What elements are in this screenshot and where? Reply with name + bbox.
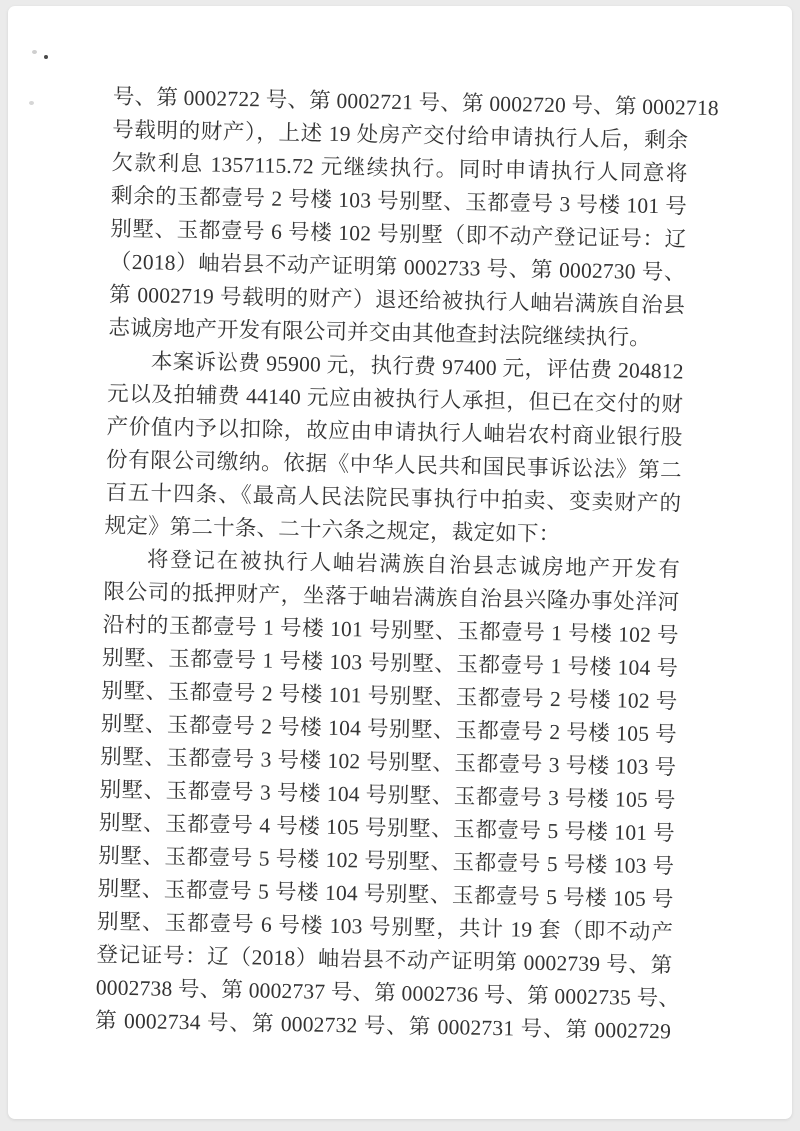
text-line: 别墅、玉都壹号 3 号楼 104 号别墅、玉都壹号 3 号楼 105 号: [99, 777, 676, 813]
scan-speck: [44, 55, 48, 59]
text-line: 别墅、玉都壹号 6 号楼 103 号别墅，共计 19 套（即不动产: [96, 909, 674, 945]
text-line: 0002738 号、第 0002737 号、第 0002736 号、第 0002735 号、: [95, 975, 681, 1011]
text-line: 别墅、玉都壹号 5 号楼 102 号别墅、玉都壹号 5 号楼 103 号: [98, 843, 675, 879]
text-line: 别墅、玉都壹号 6 号楼 102 号别墅（即不动产登记证号：辽: [110, 216, 687, 252]
text-line: 号载明的财产），上述 19 处房产交付给申请执行人后，剩余: [112, 117, 689, 153]
document-page: [8, 6, 792, 1119]
text-line: 份有限公司缴纳。依据《中华人民共和国民事诉讼法》第二: [105, 447, 683, 483]
text-line: 将登记在被执行人岫岩满族自治县志诚房地产开发有: [146, 547, 681, 582]
text-line: 志诚房地产开发有限公司并交由其他查封法院继续执行。: [108, 315, 652, 350]
text-line: 别墅、玉都壹号 1 号楼 103 号别墅、玉都壹号 1 号楼 104 号: [101, 645, 679, 681]
text-line: 本案诉讼费 95900 元，执行费 97400 元，评估费 204812: [150, 349, 684, 384]
text-line: 号、第 0002722 号、第 0002721 号、第 0002720 号、第 0002718: [112, 84, 720, 121]
text-line: 规定》第二十条、二十六条之规定，裁定如下：: [104, 513, 561, 547]
text-line: 别墅、玉都壹号 5 号楼 104 号别墅、玉都壹号 5 号楼 105 号: [97, 876, 674, 912]
text-line: 登记证号：辽（2018）岫岩县不动产证明第 0002739 号、第: [96, 942, 673, 978]
text-line: 沿村的玉都壹号 1 号楼 101 号别墅、玉都壹号 1 号楼 102 号: [102, 612, 679, 648]
text-line: 剩余的玉都壹号 2 号楼 103 号别墅、玉都壹号 3 号楼 101 号: [110, 183, 688, 219]
text-line: 第 0002734 号、第 0002732 号、第 0002731 号、第 0002729: [94, 1008, 672, 1044]
text-line: 别墅、玉都壹号 2 号楼 104 号别墅、玉都壹号 2 号楼 105 号: [100, 711, 678, 747]
text-line: 别墅、玉都壹号 3 号楼 102 号别墅、玉都壹号 3 号楼 103 号: [100, 744, 677, 780]
text-line: 百五十四条、《最高人民法院民事执行中拍卖、变卖财产的: [105, 480, 682, 516]
text-line: （2018）岫岩县不动产证明第 0002733 号、第 0002730 号、: [109, 249, 686, 285]
text-line: 产价值内予以扣除，故应由申请执行人岫岩农村商业银行股: [106, 414, 683, 450]
scan-speck: [29, 101, 34, 105]
text-line: 限公司的抵押财产，坐落于岫岩满族自治县兴隆办事处洋河: [103, 579, 680, 615]
text-line: 第 0002719 号载明的财产）退还给被执行人岫岩满族自治县: [108, 282, 686, 318]
text-line: 元以及拍辅费 44140 元应由被执行人承担，但已在交付的财: [106, 381, 684, 417]
scan-speck: [32, 50, 37, 54]
document-text: [94, 81, 720, 1049]
text-line: 别墅、玉都壹号 4 号楼 105 号别墅、玉都壹号 5 号楼 101 号: [98, 810, 676, 846]
text-line: 欠款利息 1357115.72 元继续执行。同时申请执行人同意将: [111, 150, 688, 186]
text-line: 别墅、玉都壹号 2 号楼 101 号别墅、玉都壹号 2 号楼 102 号: [101, 678, 678, 714]
